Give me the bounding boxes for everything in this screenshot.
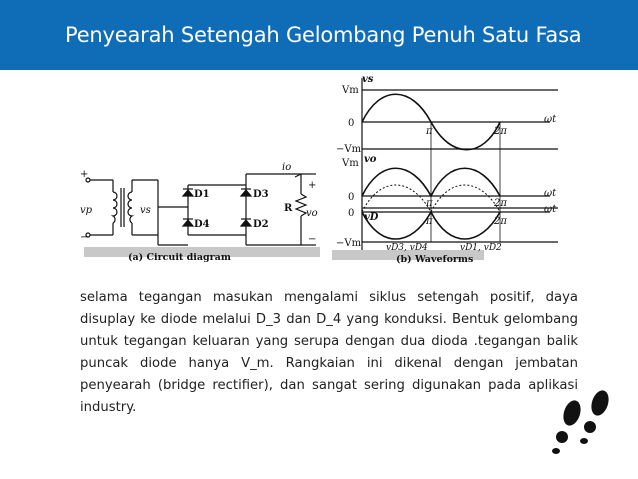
footprints-icon <box>546 385 626 465</box>
label-vs: vs <box>140 205 151 216</box>
label-d2: D2 <box>253 219 269 230</box>
wave-zero-1: 0 <box>348 118 355 129</box>
label-io: io <box>282 162 292 173</box>
label-r: R <box>284 203 293 214</box>
wave-2pi-1: 2π <box>494 126 507 137</box>
label-vp-plus: + <box>80 169 89 180</box>
wave-vm-2: Vm <box>342 158 359 169</box>
circuit-diagram <box>84 174 320 257</box>
wave-negvm-1: −Vm <box>336 144 362 155</box>
wave-vd3vd4: vD3, vD4 <box>386 243 428 253</box>
waveforms-caption: (b) Waveforms <box>396 254 474 265</box>
circuit-caption: (a) Circuit diagram <box>128 252 231 263</box>
wave-wt-1: ωt <box>544 114 557 125</box>
wave-label-vo: vo <box>364 154 377 165</box>
label-vo-plus: + <box>308 180 317 191</box>
label-vo-minus: − <box>308 234 317 245</box>
wave-zero-3: 0 <box>348 208 355 219</box>
wave-negvm-3: −Vm <box>336 238 362 249</box>
wave-pi-2: π <box>426 198 433 209</box>
slide-paragraph: selama tegangan masukan mengalami siklus setengah positif, daya disuplay ke diode melalui D_3 dan D_4 yang konduksi. Bentuk gelombang untuk tegangan keluaran yang serupa dengan dua dioda .tegangan balik puncak diode hanya V_m. Rangkaian ini dikenal dengan jembatan penyearah (bridge rectifier), dan sangat sering digunakan pada aplikasi industry. <box>80 290 578 415</box>
wave-pi-1: π <box>426 126 433 137</box>
label-d3: D3 <box>253 189 269 200</box>
slide-title: Penyearah Setengah Gelombang Penuh Satu Fasa <box>65 23 582 47</box>
wave-2pi-3: 2π <box>494 216 507 227</box>
wave-vm-1: Vm <box>342 85 359 96</box>
label-vp-minus: − <box>80 232 89 243</box>
label-d1: D1 <box>194 189 210 200</box>
waveforms <box>332 78 558 260</box>
label-vp: vp <box>80 205 93 216</box>
title-bar <box>0 0 638 70</box>
wave-zero-2: 0 <box>348 192 355 203</box>
wave-2pi-2: 2π <box>494 198 507 209</box>
label-vo: vo <box>306 208 318 219</box>
wave-label-vd: vD <box>364 212 379 223</box>
label-d4: D4 <box>194 219 210 230</box>
wave-wt-2: ωt <box>544 188 557 199</box>
rectifier-figure <box>80 70 580 268</box>
wave-vd1vd2: vD1, vD2 <box>460 243 502 253</box>
wave-label-vs: vs <box>362 74 374 85</box>
wave-pi-3: π <box>426 216 433 227</box>
wave-wt-3: ωt <box>544 204 557 215</box>
